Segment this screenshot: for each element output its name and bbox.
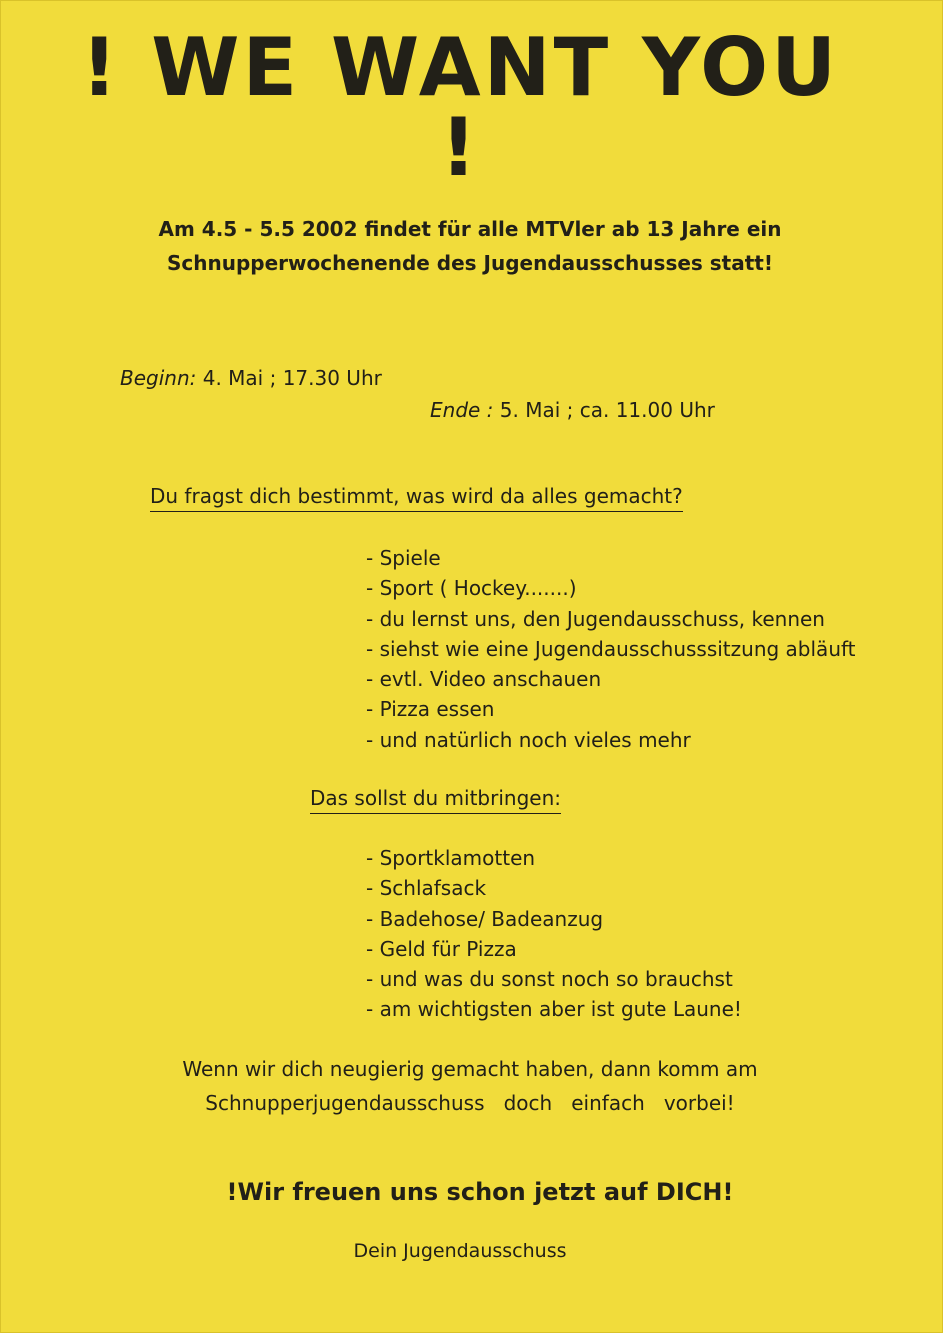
list-item: - siehst wie eine Jugendausschusssitzung abläuft [366,636,856,661]
list-item: - und natürlich noch vieles mehr [366,727,691,752]
list-item: - evtl. Video anschauen [366,667,602,692]
activities-list [366,543,856,755]
cheer-text: !Wir freuen uns schon jetzt auf DICH! [226,1178,734,1206]
end-label: Ende : [430,398,494,422]
activities-heading: Du fragst dich bestimmt, was wird da alles gemacht? [150,484,683,512]
end-time [430,398,715,422]
begin-value: 4. Mai ; 17.30 Uhr [202,366,382,390]
list-item: - Geld für Pizza [366,936,517,961]
headline: ! WE WANT YOU ! [80,21,840,194]
list-item: - Pizza essen [366,697,495,722]
list-item: - Sportklamotten [366,846,536,870]
intro-text [110,212,830,280]
bring-list [366,843,742,1025]
list-item: - Spiele [366,546,441,570]
list-item: - und was du sonst noch so brauchst [366,967,733,992]
end-value: 5. Mai ; ca. 11.00 Uhr [499,398,715,422]
outro-line-1: Wenn wir dich neugierig gemacht haben, dann komm am [182,1057,758,1081]
begin-time [120,366,382,390]
intro-line-1: Am 4.5 - 5.5 2002 findet für alle MTVler ab 13 Jahre ein [158,217,782,241]
outro-text [100,1052,840,1120]
list-item: - Schlafsack [366,876,487,901]
signature: Dein Jugendausschuss [353,1240,567,1262]
list-item: - Badehose/ Badeanzug [366,906,604,931]
intro-line-2: Schnupperwochenende des Jugendausschusses statt! [167,251,773,275]
list-item: - Sport ( Hockey.......) [366,576,577,601]
list-item: - du lernst uns, den Jugendausschuss, kennen [366,606,825,631]
outro-line-2: Schnupperjugendausschuss doch einfach vorbei! [205,1091,735,1115]
begin-label: Beginn: [120,366,197,390]
bring-heading: Das sollst du mitbringen: [310,786,561,814]
list-item: - am wichtigsten aber ist gute Laune! [366,997,742,1022]
